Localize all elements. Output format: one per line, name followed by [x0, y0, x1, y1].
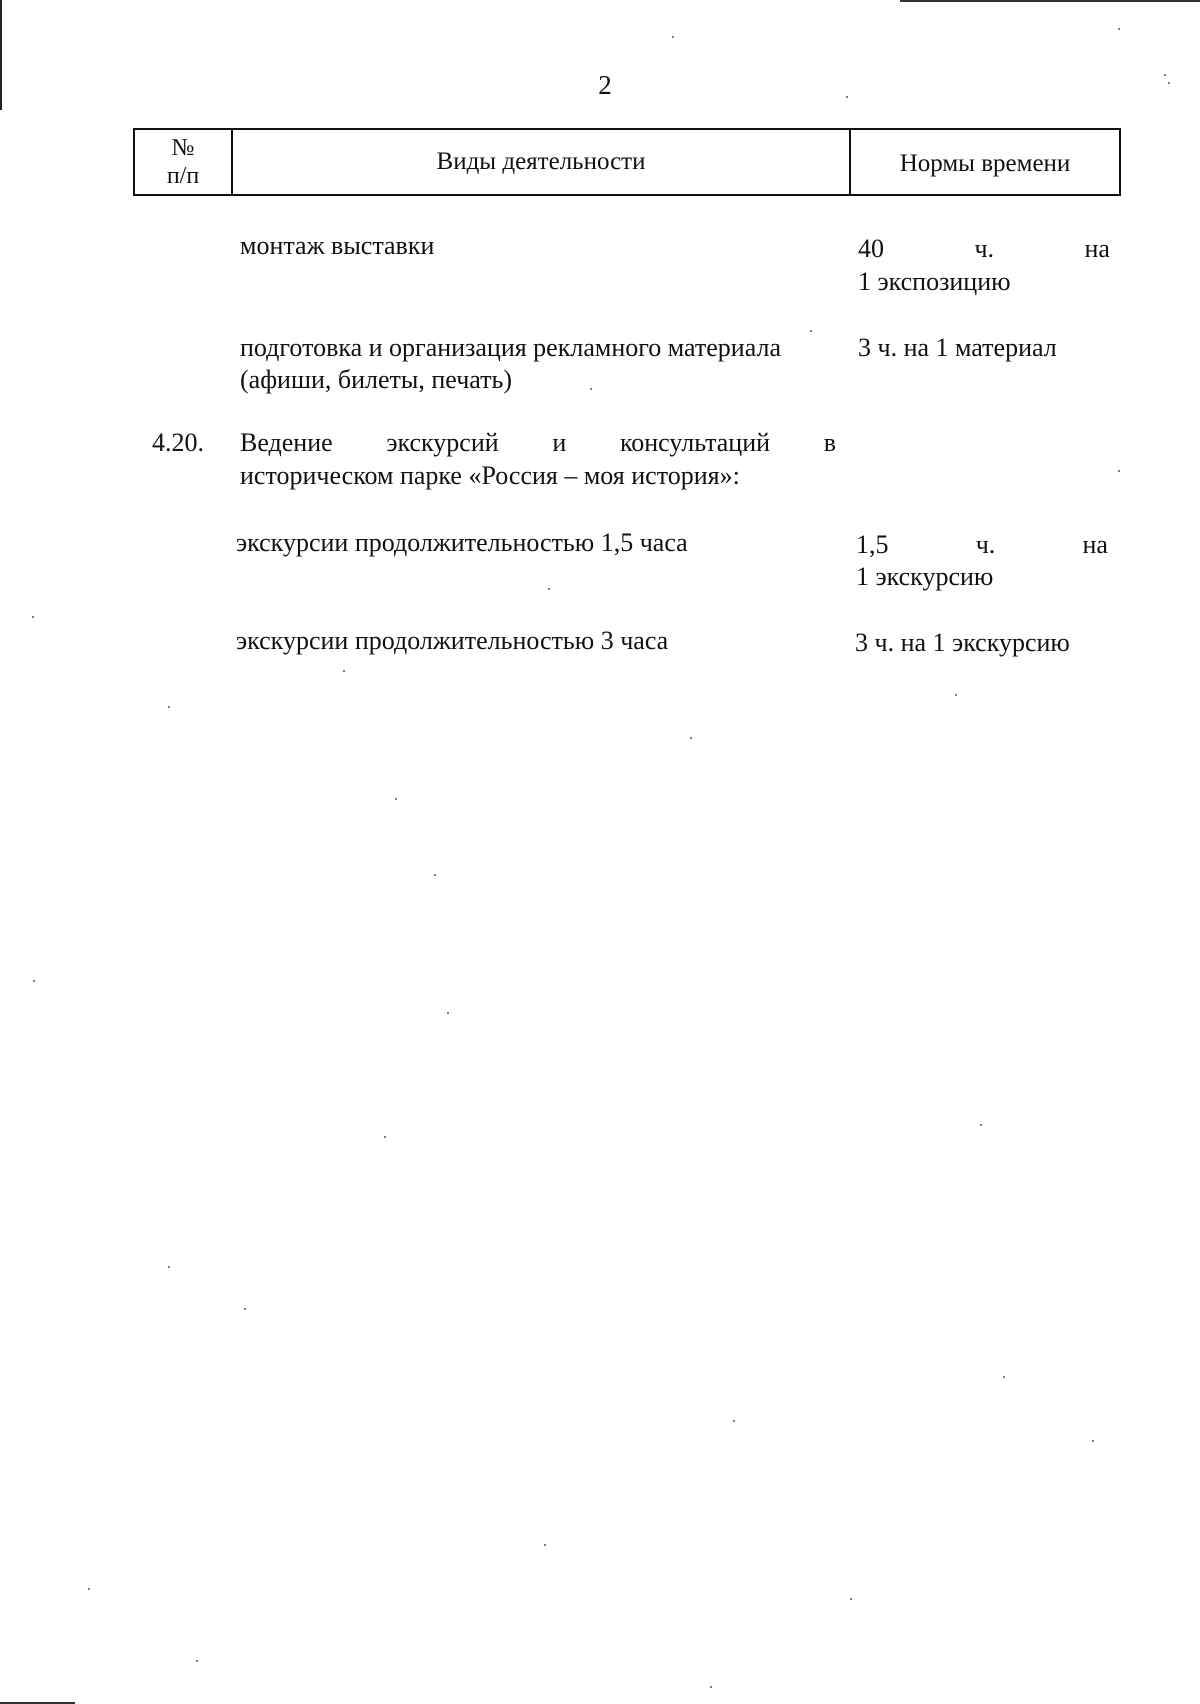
scan-speck — [710, 1686, 712, 1688]
scan-speck — [395, 798, 397, 800]
scan-speck — [1118, 470, 1120, 472]
row-1-norm-word: ч. — [974, 234, 995, 263]
row-2-activity-line2: (афиши, билеты, печать) — [240, 365, 513, 394]
row-3-activity-word: и — [552, 428, 567, 457]
row-4-norm-line2: 1 экскурсию — [856, 562, 994, 591]
scan-speck — [1092, 1440, 1094, 1442]
scan-speck — [1118, 28, 1120, 30]
row-5-activity: экскурсии продолжительностью 3 часа — [236, 626, 669, 655]
scan-speck — [1164, 74, 1166, 76]
scan-edge-top — [900, 0, 1200, 2]
scan-speck — [590, 388, 592, 390]
row-3-activity-line2: историческом парке «Россия – моя история»: — [240, 461, 740, 490]
row-3-activity-word: Ведение — [240, 428, 333, 457]
scan-speck — [32, 616, 34, 618]
row-2-activity-line1: подготовка и организация рекламного материала — [240, 333, 781, 362]
header-activities-cell: Виды деятельности — [233, 130, 851, 194]
scan-speck — [544, 1544, 546, 1546]
scan-speck — [168, 1266, 170, 1268]
page-number: 2 — [598, 70, 612, 100]
scan-speck — [88, 1588, 90, 1590]
row-5-norm: 3 ч. на 1 экскурсию — [855, 628, 1070, 657]
scan-speck — [244, 1308, 246, 1310]
row-2-norm: 3 ч. на 1 материал — [858, 333, 1057, 362]
row-4-activity: экскурсии продолжительностью 1,5 часа — [236, 528, 688, 557]
scan-speck — [384, 1136, 386, 1138]
scan-speck — [846, 96, 848, 98]
header-number-cell — [135, 130, 233, 194]
scan-speck — [850, 1598, 852, 1600]
table-header — [133, 128, 1121, 196]
row-4-norm-word: ч. — [975, 530, 996, 559]
scan-speck — [343, 670, 345, 672]
scan-speck — [1168, 82, 1170, 84]
scan-speck — [196, 1660, 198, 1662]
scan-speck — [672, 36, 674, 38]
scan-speck — [955, 694, 957, 696]
scan-speck — [690, 737, 692, 739]
row-3-number: 4.20. — [152, 428, 204, 457]
scan-speck — [980, 1124, 982, 1126]
header-number-symbol: № — [171, 135, 195, 161]
scan-speck — [733, 1420, 735, 1422]
row-3-activity-word: консультаций — [619, 428, 771, 457]
row-4-norm-line1 — [856, 529, 1108, 561]
scan-speck — [434, 874, 436, 876]
scan-speck — [168, 706, 170, 708]
header-norms-cell: Нормы времени — [899, 150, 1071, 177]
row-1-norm-line2: 1 экспозицию — [858, 267, 1011, 296]
row-3-activity-line1 — [240, 427, 836, 459]
row-1-norm-word: 40 — [858, 234, 884, 263]
row-1-norm-line1 — [858, 233, 1110, 265]
header-number-abbr: п/п — [166, 163, 200, 189]
row-3-activity-word: в — [823, 428, 836, 457]
scan-speck — [548, 588, 550, 590]
scan-speck — [33, 980, 35, 982]
scan-speck — [1003, 1376, 1005, 1378]
scan-speck — [447, 1012, 449, 1014]
row-1-norm-word: на — [1084, 234, 1110, 263]
row-1-activity: монтаж выставки — [240, 231, 435, 260]
scan-speck — [810, 330, 812, 332]
scan-edge-left — [0, 0, 2, 110]
row-4-norm-word: 1,5 — [856, 530, 889, 559]
row-4-norm-word: на — [1082, 530, 1108, 559]
row-3-activity-word: экскурсий — [386, 428, 499, 457]
